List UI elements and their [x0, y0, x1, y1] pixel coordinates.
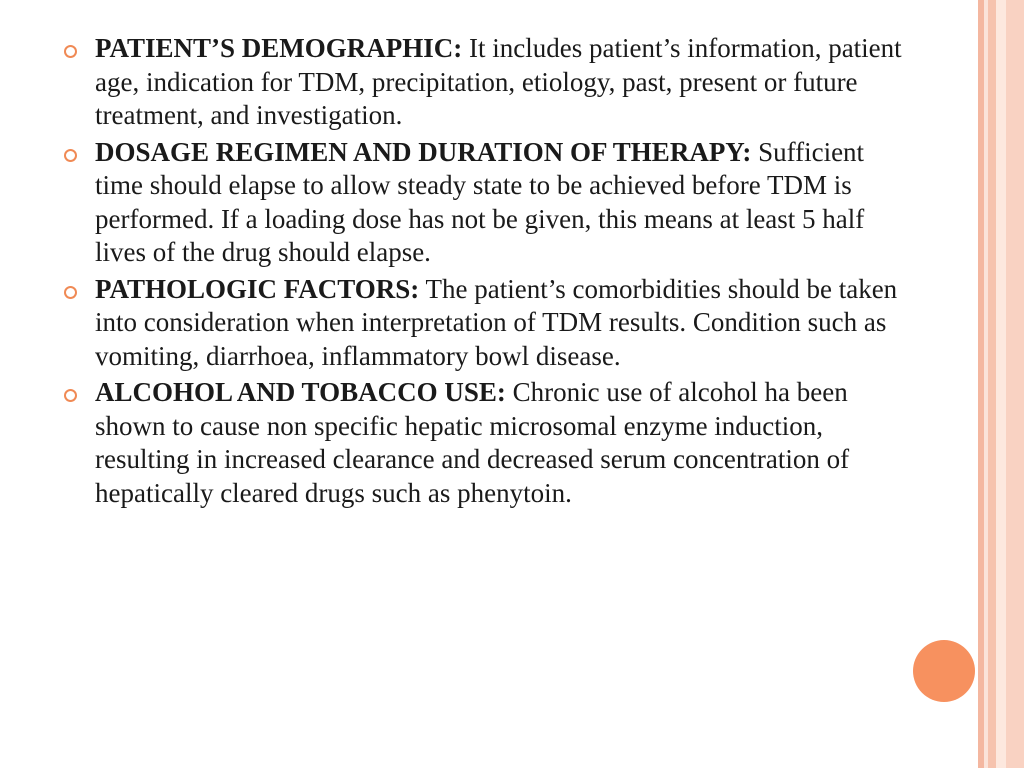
decorative-stripe	[1006, 0, 1024, 768]
circle-bullet-icon	[64, 45, 77, 58]
bullet-heading: PATIENT’S DEMOGRAPHIC:	[95, 33, 463, 63]
bullet-text: Sufficient time should elapse to allow steady state to be achieved before TDM is performed. If a loading dose has not be given, this means at least 5 half lives of the drug should elapse.	[95, 136, 865, 267]
circle-bullet-icon	[64, 389, 77, 402]
accent-circle	[913, 640, 975, 702]
bullet-text: It includes patient’s information, patient age, indication for TDM, precipitation, etiology, past, present or future treatment, and investigation.	[95, 33, 902, 130]
bullet-pathologic-factors	[60, 273, 910, 374]
bullet-dosage-regimen	[60, 136, 910, 270]
bullet-text: Chronic use of alcohol ha been shown to cause non specific hepatic microsomal enzyme induction, resulting in increased clearance and decreased serum concentration of hepatically cleared drugs such as phenytoin.	[95, 377, 850, 508]
circle-bullet-icon	[64, 286, 77, 299]
decorative-stripe	[988, 0, 996, 768]
bullet-heading: ALCOHOL AND TOBACCO USE:	[95, 377, 506, 407]
bullet-list	[60, 32, 910, 513]
bullet-patient-demographic	[60, 32, 910, 133]
decorative-stripe	[996, 0, 1006, 768]
circle-bullet-icon	[64, 149, 77, 162]
bullet-heading: DOSAGE REGIMEN AND DURATION OF THERAPY:	[95, 136, 752, 167]
bullet-text: The patient’s comorbidities should be taken into consideration when interpretation of TDM results. Condition such as vomiting, diarrhoea, inflammatory bowl disease.	[95, 273, 898, 371]
bullet-heading: PATHOLOGIC FACTORS:	[95, 273, 420, 304]
bullet-alcohol-tobacco	[60, 376, 910, 510]
